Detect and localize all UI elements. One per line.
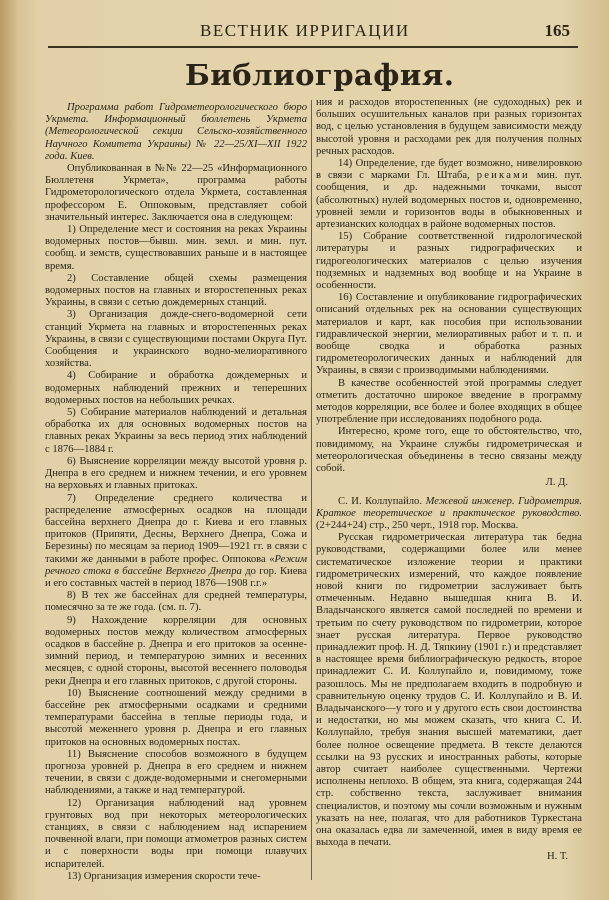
program-item-13-end: ния и расходов второстепенных (не судоходных) рек и больших осушительных каналов при разных горизонтах вод, с целью установления в будущем зависимости между высотой уровня и расходами рек для получения полных речных расходов. [316, 97, 582, 157]
section-title: Библиография. [185, 58, 455, 92]
program-item-7-end: до гор. Киева и его составных частей в период 1876—1908 г.г.» [45, 565, 307, 589]
program-item-14 [316, 158, 582, 231]
program-item-3: 3) Организация дожде-снего-водомерной сети станций Укрмета на главных и второстепенных реках Украины, в связи с существующими постами Округа Пут. Сообщения и украинского водно-мелиоративного хозяйства. [45, 309, 307, 370]
right-column [316, 97, 582, 864]
review1-signature: Л. Д. [545, 477, 568, 489]
spaced-word: реиками [476, 170, 530, 182]
review1-feature-paragraph: В качестве особенностей этой программы следует отметить достаточно широкое введение в программу методов корреляции, все более и более входящих в общее употребление при исследованиях подобного рода. [316, 377, 582, 426]
program-item-10: 10) Выяснение соотношений между средними в бассейне рек атмосферными осадками и средними температурами бассейна в теплые периоды года, и высотой меженнего уровня р. Днепра и его главных притоков на основных водомерных постах. [45, 687, 307, 748]
review2-citation [316, 496, 582, 533]
program-item-9: 9) Нахождение корреляции для основных водомерных постов между количеством атмосферных осадков в бассейне р. Днепра и его притоков за осенне-зимний период, и температурою зимних и весенних месяцев, с одной стороны, высотой весеннего половодья реки Днепра и его главных притоков, с другой стороны. [45, 614, 307, 687]
page-number: 165 [544, 21, 570, 40]
review1-citation: Программа работ Гидрометеорологического бюро Укрмета. Информационный бюллетень Укрмета (Метеорологической секции Сельско-хозяйственного Научного Комитета Украины) № 22—25/XI—XII 1922 года. Киев. [45, 102, 307, 162]
column-divider [311, 100, 312, 880]
program-item-11: 11) Выяснение способов возможного в будущем прогноза уровней р. Днепра в его среднем и нижнем течении, в связи с дожде-водомерными и снегомерными наблюдениями, а также и над температурой. [45, 748, 307, 797]
program-item-7 [45, 493, 307, 591]
program-item-16: 16) Составление и опубликование гидрографических описаний отдельных рек на основании существующих материалов и карт, как пособия при использовании гидравлической энергии, мелиоративных работ и т. п. и вообще сводка и обработка разных гидрометеорологических данных и наблюдений для Украины, в связи с производимыми наблюдениями. [316, 292, 582, 377]
cited-work-title: Режим речного стока в бассейне Верхнего Днепра [45, 553, 307, 577]
program-item-14-end: мин. пут. сообщения, и др. надежными точками, высот (абсолютных) нулей водомерных постов и, одновременно, уровней земли и горизонтов воды в обыкновенных и артезианских колодцах в районе водомерных постов. [316, 170, 582, 231]
review2-book-title: Межевой инженер. Гидрометрия. Краткое теоретическое и практическое руководство. [316, 495, 582, 519]
program-item-7-text: 7) Определение среднего количества и распределение атмосферных осадков на площади бассейна верхнего Днепра до г. Киева и его главных притоков (Припяти, Десны, Верхнего Днепра, Сожа и Березины) по месяцам за период 1909—1921 гг. в связи с такими же данными в работе профес. Оппокова « [45, 492, 307, 565]
program-item-2: 2) Составление общей схемы размещения водомерных постов на главных и второстепенных реках Украины, в связи с сетью дождемерных станций. [45, 272, 307, 309]
program-item-5: 5) Собирание материалов наблюдений и детальная обработка их для основных водомерных постов на главных реках Украины за весь период этих наблюдений с 1876—1884 г. [45, 407, 307, 455]
program-item-15: 15) Собрание соответственной гидрологической литературы и разных гидрографических и гидрогеологических материалов с целью изучения подземных и надземных вод вообще и на Украине в особенности. [316, 231, 582, 292]
review1-intro: Опубликованная в №№ 22—25 «Информационного Бюллетеня Укрмета», программа работы Гидрометорологического отдела Укрмета, составленная профессором Е. Оппоковым, представляет собой значительный интерес. Заключается она в следующем: [45, 163, 307, 223]
review2-body: Русская гидрометрическая литература так бедна руководствами, содержащими более или менее систематическое изложение теории и практики гидрометрических измерений, что каждое появление новой книги по гидрометрии заслуживает быть отмеченным. Недавно вышедшая книга В. И. Владычанского является самой последней по времени и третьим по счету руководством по гидрометрии, которое знает русская литература. Первое руководство принадлежит проф. Н. Д. Тяпкину (1901 г.) и представляет в настоящее время библиографическую редкость, второе принадлежит С. И. Коллупайло и, повидимому, тоже разошлось. Мы не предполагаем входить в подробную и сравнительную оценку трудов С. И. Коллупайло и В. И. Владычанского—у того и у другого есть свои достоинства и недостатки, но мы можем сказать, что книга С. И. Коллупайло, требуя знания высшей математики, дает более полное освещение предмета. В тексте делаются ссылки на 93 русских и иностранных работы, которые автор считает наиболее существенными. Чертежи исполнены неплохо. В общем, эта книга, содержащая 244 стр. собственно текста, заслуживает внимания специалистов, и поэтому мы сочли возможным и нужным указать на нее, полагая, что для работников Туркестана она оказалась едва ли замеченной, имея в виду время ее выхода в печати. [316, 532, 582, 849]
program-item-6: 6) Выяснение корреляции между высотой уровня р. Днепра в его среднем и нижнем течении, и его уровнем на верховьях и главных притоках. [45, 455, 307, 492]
program-item-12: 12) Организация наблюдений над уровнем грунтовых вод при некоторых метеорологических станциях, в связи с наблюдением над испарением почвенной влаги, при помощи атмометров разных систем и с поверхности воды при помощи плавучих испарителей. [45, 797, 307, 870]
review2-signature: Н. Т. [546, 851, 568, 863]
left-column [45, 102, 307, 883]
journal-title: ВЕСТНИК ИРРИГАЦИИ [200, 21, 410, 40]
review2-book-details: (2+244+24) стр., 250 черт., 1918 гор. Москва. [316, 519, 519, 531]
program-item-1: 1) Определение мест и состояния на реках Украины водомерных постов—бывш. мин. земл. и мин. пут. сообщ. и земств, существовавших раньше и в настоящее время. [45, 224, 307, 272]
header-rule [48, 46, 578, 48]
program-item-4: 4) Собирание и обработка дождемерных и водомерных наблюдений прежних и теперешних водомерных постов на небольших речках. [45, 370, 307, 406]
program-item-13-start: 13) Организация измерения скорости тече- [67, 870, 261, 882]
running-header [200, 18, 570, 44]
program-item-8: 8) В тех же бассейнах для средней температуры, помесячно за те же года. (см. п. 7). [45, 590, 307, 614]
review1-interest-paragraph: Интересно, кроме того, еще то обстоятельство, что, повидимому, на Украине службы гидрометрическая и метеорологическая объединены в тесно связаны между собой. [316, 426, 582, 475]
program-item-14-text: 14) Определение, где будет возможно, нивелировкою в связи с марками Гл. Штаба, [316, 158, 582, 182]
review2-author: С. И. Коллупайло. [338, 495, 422, 507]
